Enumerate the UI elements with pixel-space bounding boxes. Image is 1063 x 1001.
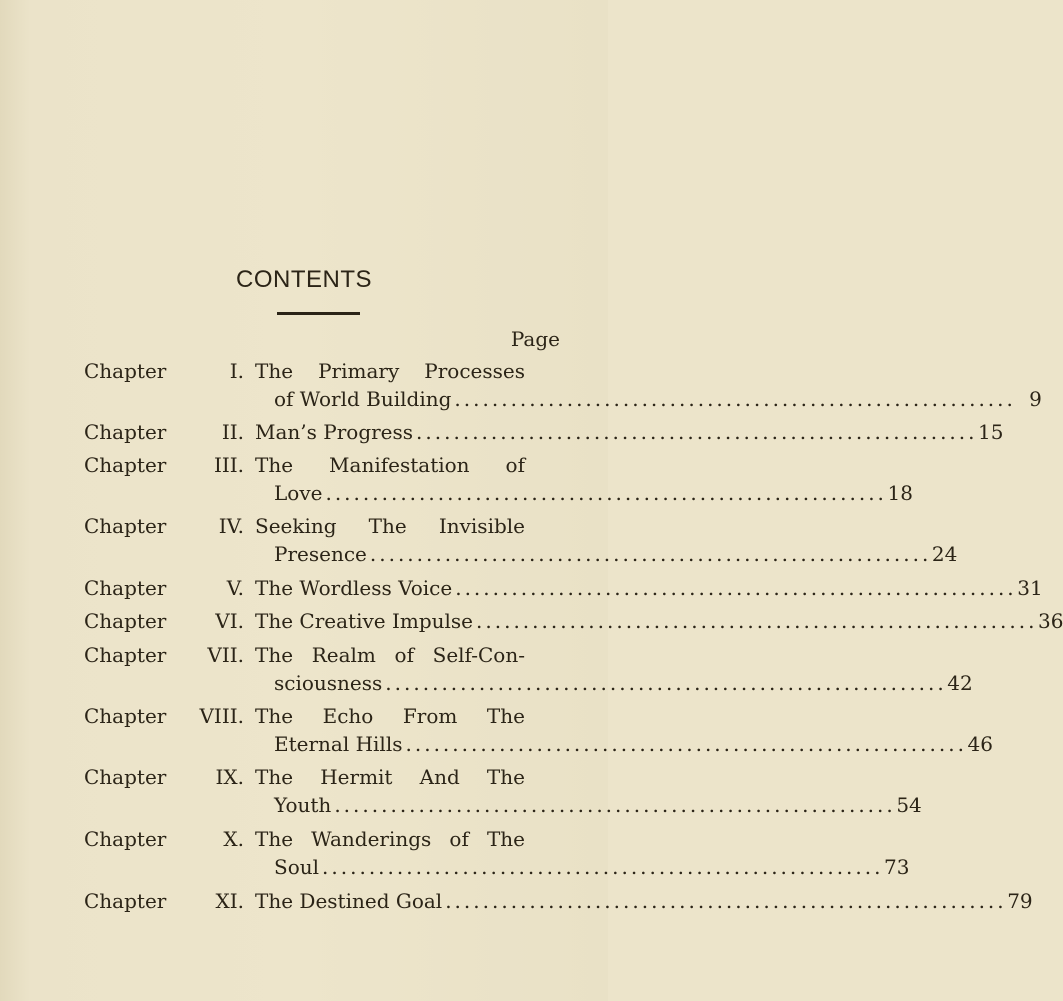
chapter-title-text: Youth [274,793,332,817]
chapter-title-line [274,730,993,758]
chapter-label: Chapter [84,453,167,477]
chapter-title-text: The Creative Impulse [255,609,474,633]
chapter-numeral: IX. [215,765,244,789]
chapter-title-line: The Echo From The [255,704,525,728]
dot-leader: ............................................................ [455,576,1017,600]
page-number: 9 [1029,387,1042,411]
page-number: 31 [1017,576,1043,600]
chapter-title-line: The Hermit And The [255,765,525,789]
chapter-title-line: The Realm of Self-Con- [255,643,525,667]
chapter-numeral: I. [229,359,244,383]
dot-leader: ............................................................ [416,420,978,444]
chapter-label: Chapter [84,609,167,633]
page-number: 42 [947,671,973,695]
dot-leader: ............................................................ [476,609,1038,633]
chapter-title-line [274,791,922,819]
chapter-title-line [274,669,973,697]
chapter-title-text: The Wordless Voice [255,576,453,600]
chapter-title-line: The Manifestation of [255,453,525,477]
chapter-numeral: V. [226,576,244,600]
chapter-title-text: of World Building [274,387,452,411]
chapter-title-text: Presence [274,542,367,566]
chapter-label: Chapter [84,827,167,851]
dot-leader: ............................................................ [445,889,1007,913]
page-number: 46 [967,732,993,756]
chapter-label: Chapter [84,420,167,444]
chapter-title-line: The Wanderings of The [255,827,525,851]
page-number: 18 [887,481,913,505]
contents-heading: CONTENTS [236,266,372,293]
page-number: 36 [1038,609,1063,633]
chapter-title-text: Soul [274,855,320,879]
page-number: 54 [896,793,922,817]
page-number: 73 [884,855,910,879]
chapter-title-line [255,574,1043,602]
chapter-title-line [255,607,1063,635]
chapter-label: Chapter [84,704,167,728]
chapter-title-line [274,479,913,507]
chapter-title-text: sciousness [274,671,383,695]
chapter-title-text: Eternal Hills [274,732,403,756]
dot-leader: ............................................................ [322,855,884,879]
chapter-numeral: XI. [215,889,244,913]
dot-leader: ............................................................ [369,542,932,566]
dot-leader: ............................................................ [325,481,887,505]
chapter-title-line [255,887,1033,915]
chapter-label: Chapter [84,643,167,667]
chapter-numeral: II. [221,420,244,444]
chapter-numeral: III. [213,453,244,477]
chapter-label: Chapter [84,889,167,913]
page-number: 15 [978,420,1004,444]
chapter-title-line: Seeking The Invisible [255,514,525,538]
chapter-numeral: IV. [218,514,244,538]
dot-leader: ............................................................ [405,732,967,756]
page-column-label: Page [510,327,560,351]
chapter-numeral: VII. [207,643,244,667]
chapter-title-line [255,418,1004,446]
chapter-label: Chapter [84,514,167,538]
dot-leader: ............................................................ [385,671,947,695]
chapter-numeral: X. [223,827,244,851]
chapter-title-line [274,540,958,568]
chapter-label: Chapter [84,765,167,789]
chapter-label: Chapter [84,576,167,600]
chapter-numeral: VIII. [199,704,244,728]
heading-rule [277,312,360,315]
dot-leader: ............................................................ [454,387,1016,411]
page-number: 24 [931,542,958,566]
chapter-numeral: VI. [215,609,244,633]
chapter-label: Chapter [84,359,167,383]
page-number: 79 [1007,889,1033,913]
chapter-title-line [274,385,1042,413]
chapter-title-line: The Primary Processes [255,359,525,383]
chapter-title-line [274,853,910,881]
chapter-title-text: Man’s Progress [255,420,414,444]
chapter-title-text: The Destined Goal [255,889,443,913]
dot-leader: ............................................................ [334,793,896,817]
chapter-title-text: Love [274,481,323,505]
